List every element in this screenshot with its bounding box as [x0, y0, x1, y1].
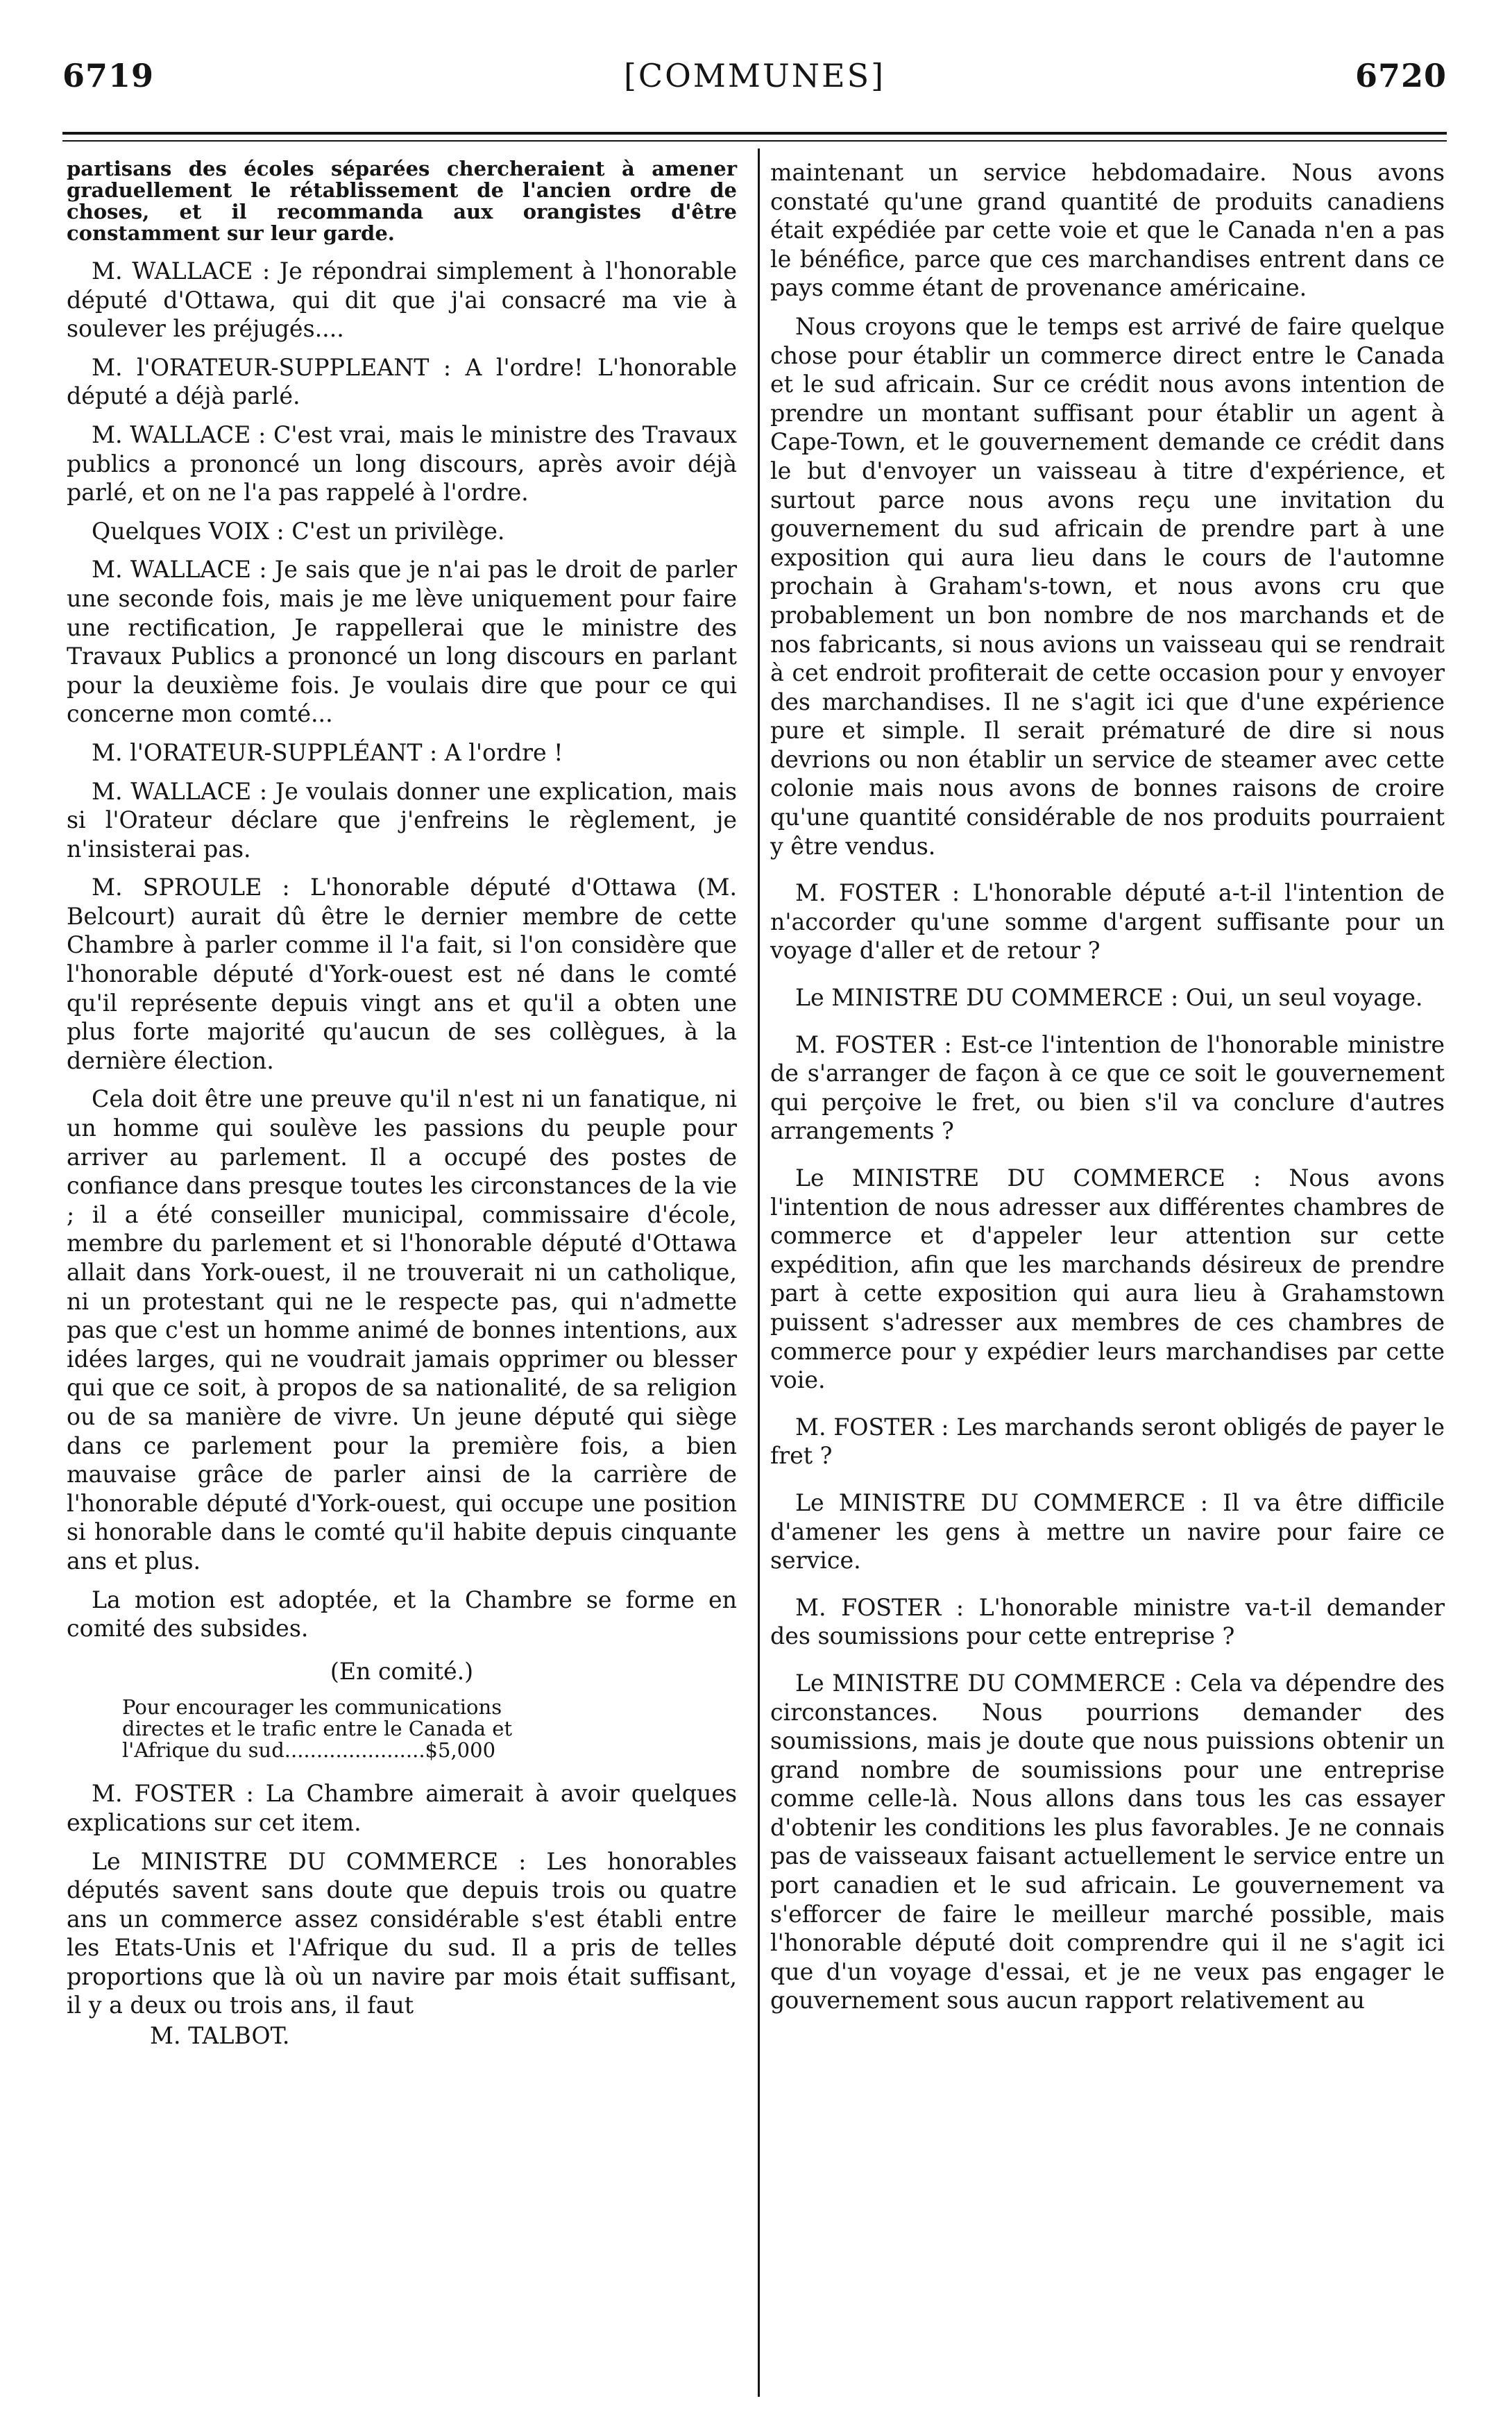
paragraph: Cela doit être une preuve qu'il n'est ni un fanatique, ni un homme qui soulève les passions du peuple pour arriver au parlement. Il a occupé des postes de confiance dans presque toutes les circonstances de la vie ; il a été conseiller municipal, commissaire d'école, membre du parlement et si l'honorable député d'Ottawa allait dans York-ouest, il ne trouverait ni un catholique, ni un protestant qui ne le respecte pas, qui n'admette pas que c'est un homme animé de bonnes intentions, aux idées larges, qui ne voudrait jamais opprimer ou blesser qui que ce soit, à propos de sa nationalité, de sa religion ou de sa manière de vivre. Un jeune député qui siège dans ce parlement pour la première fois, a bien mauvaise grâce de parler ainsi de la carrière de l'honorable député d'York-ouest, qui occupe une position si honorable dans le comté qu'il habite depuis cinquante ans et plus.	[67, 1085, 737, 1575]
paragraph: M. WALLACE : Je sais que je n'ai pas le droit de parler une seconde fois, mais je me lève uniquement pour faire une rectification, Je rappellerai que le ministre des Travaux Publics a prononcé un long discours en parlant pour la deuxième fois. Je voulais dire que pour ce qui concerne mon comté...	[67, 556, 737, 728]
paragraph: Quelques VOIX : C'est un privilège.	[92, 517, 505, 545]
paragraph: M. FOSTER : Les marchands seront obligés de payer le fret ?	[770, 1413, 1445, 1470]
speaker-signature: M. TALBOT.	[150, 2022, 290, 2050]
paragraph: Le MINISTRE DU COMMERCE : Il va être difficile d'amener les gens à mettre un navire pour faire ce service.	[770, 1488, 1445, 1575]
paragraph: maintenant un service hebdomadaire. Nous avons constaté qu'une grand quantité de produits canadiens était expédiée par cette voie et que le Canada n'en a pas le bénéfice, parce que ces marchandises entrent dans ce pays comme étant de provenance américaine.	[770, 159, 1445, 302]
page-header	[62, 57, 1447, 105]
paragraph: M. FOSTER : La Chambre aimerait à avoir quelques explications sur cet item.	[67, 1780, 737, 1836]
paragraph: partisans des écoles séparées chercheraient à amener graduellement le rétablissement de l'ancien ordre de choses, et il recommanda aux orangistes d'être constamment sur leur garde.	[67, 157, 737, 245]
supply-item-line: l'Afrique du sud......................$5,000	[122, 1738, 496, 1763]
paragraph: M. FOSTER : L'honorable député a-t-il l'intention de n'accorder qu'une somme d'argent suffisante pour un voyage d'aller et de retour ?	[770, 879, 1445, 965]
paragraph: M. FOSTER : Est-ce l'intention de l'honorable ministre de s'arranger de façon à ce que ce soit le gouvernement qui perçoive le fret, ou bien s'il va conclure d'autres arrangements ?	[770, 1030, 1445, 1145]
paragraph: M. l'ORATEUR-SUPPLÉANT : A l'ordre !	[92, 738, 563, 766]
supply-item-line: Pour encourager les communications	[122, 1695, 502, 1720]
header-rule-thin	[62, 140, 1447, 142]
paragraph: La motion est adoptée, et la Chambre se forme en comité des subsides.	[67, 1586, 737, 1643]
header-rule-thick	[62, 132, 1447, 135]
paragraph: Nous croyons que le temps est arrivé de faire quelque chose pour établir un commerce direct entre le Canada et le sud africain. Sur ce crédit nous avons intention de prendre un montant suffisant pour établir un agent à Cape-Town, et le gouvernement demande ce crédit dans le but d'envoyer un vaisseau à titre d'expérience, et surtout parce nous avons reçu une invitation du gouvernement du sud africain de prendre part à une exposition qui aura lieu dans le cours de l'automne prochain à Graham's-town, et nous avons cru que probablement un bon nombre de nos marchands et de nos fabricants, si nous avions un vaisseau qui se rendrait à cet endroit profiterait de cette occasion pour y envoyer des marchandises. Il ne s'agit ici que d'une expérience pure et simple. Il serait prématuré de dire si nous devrions ou non établir un service de steamer avec cette colonie mais nous avons de bonnes raisons de croire qu'une quantité considérable de nos produits pourraient y être vendus.	[770, 312, 1445, 860]
paragraph: M. WALLACE : C'est vrai, mais le ministre des Travaux publics a prononcé un long discours, après avoir déjà parlé, et on ne l'a pas rappelé à l'ordre.	[67, 421, 737, 507]
page-number-right: 6720	[1354, 57, 1447, 94]
paragraph: Le MINISTRE DU COMMERCE : Les honorables députés savent sans doute que depuis trois ou quatre ans un commerce assez considérable s'est établi entre les Etats-Unis et l'Afrique du sud. Il a pris de telles proportions que là où un navire par mois était suffisant, il y a deux ou trois ans, il faut	[67, 1847, 737, 2019]
paragraph: M. SPROULE : L'honorable député d'Ottawa (M. Belcourt) aurait dû être le dernier membre de cette Chambre à parler comme il l'a fait, si l'on considère que l'honorable député d'York-ouest est né dans le comté qu'il représente depuis vingt ans et qu'il a obten une plus forte majorité qu'aucun de ses collègues, à la dernière élection.	[67, 874, 737, 1074]
left-column	[67, 158, 737, 2060]
paragraph: M. WALLACE : Je répondrai simplement à l'honorable député d'Ottawa, qui dit que j'ai consacré ma vie à soulever les préjugés....	[67, 257, 737, 343]
paragraph: Le MINISTRE DU COMMERCE : Oui, un seul voyage.	[795, 984, 1423, 1012]
supply-item-line: directes et le trafic entre le Canada et	[122, 1717, 513, 1741]
page-number-left: 6719	[62, 57, 155, 94]
paragraph: Le MINISTRE DU COMMERCE : Cela va dépendre des circonstances. Nous pourrions demander des soumissions, mais je doute que nous puissions obtenir un grand nombre de soumissions pour une entreprise comme celle-là. Nous allons dans tous les cas essayer d'obtenir les conditions les plus favorables. Je ne connais pas de vaisseaux faisant actuellement le service entre un port canadien et le sud africain. Le gouvernement va s'efforcer de faire le meilleur marché possible, mais l'honorable député doit comprendre qui il ne s'agit ici que d'un voyage d'essai, et je ne veux pas engager le gouvernement sous aucun rapport relativement au	[770, 1669, 1445, 2014]
right-column	[770, 158, 1445, 2025]
paragraph: Le MINISTRE DU COMMERCE : Nous avons l'intention de nous adresser aux différentes chambres de commerce et d'appeler leur attention sur cette expédition, afin que les marchands désireux de prendre part à cette exposition qui aura lieu à Grahamstown puissent s'adresser aux membres de ces chambres de commerce pour y expédier leurs marchandises par cette voie.	[770, 1164, 1445, 1394]
supply-item	[67, 1697, 737, 1761]
running-title: [COMMUNES]	[623, 57, 886, 94]
en-comite-heading: (En comité.)	[330, 1657, 474, 1685]
paragraph: M. WALLACE : Je voulais donner une explication, mais si l'Orateur déclare que j'enfreins le règlement, je n'insisterai pas.	[67, 777, 737, 863]
paragraph: M. l'ORATEUR-SUPPLEANT : A l'ordre! L'honorable député a déjà parlé.	[67, 353, 737, 410]
column-divider	[758, 148, 760, 2397]
paragraph: M. FOSTER : L'honorable ministre va-t-il demander des soumissions pour cette entreprise ?	[770, 1593, 1445, 1650]
